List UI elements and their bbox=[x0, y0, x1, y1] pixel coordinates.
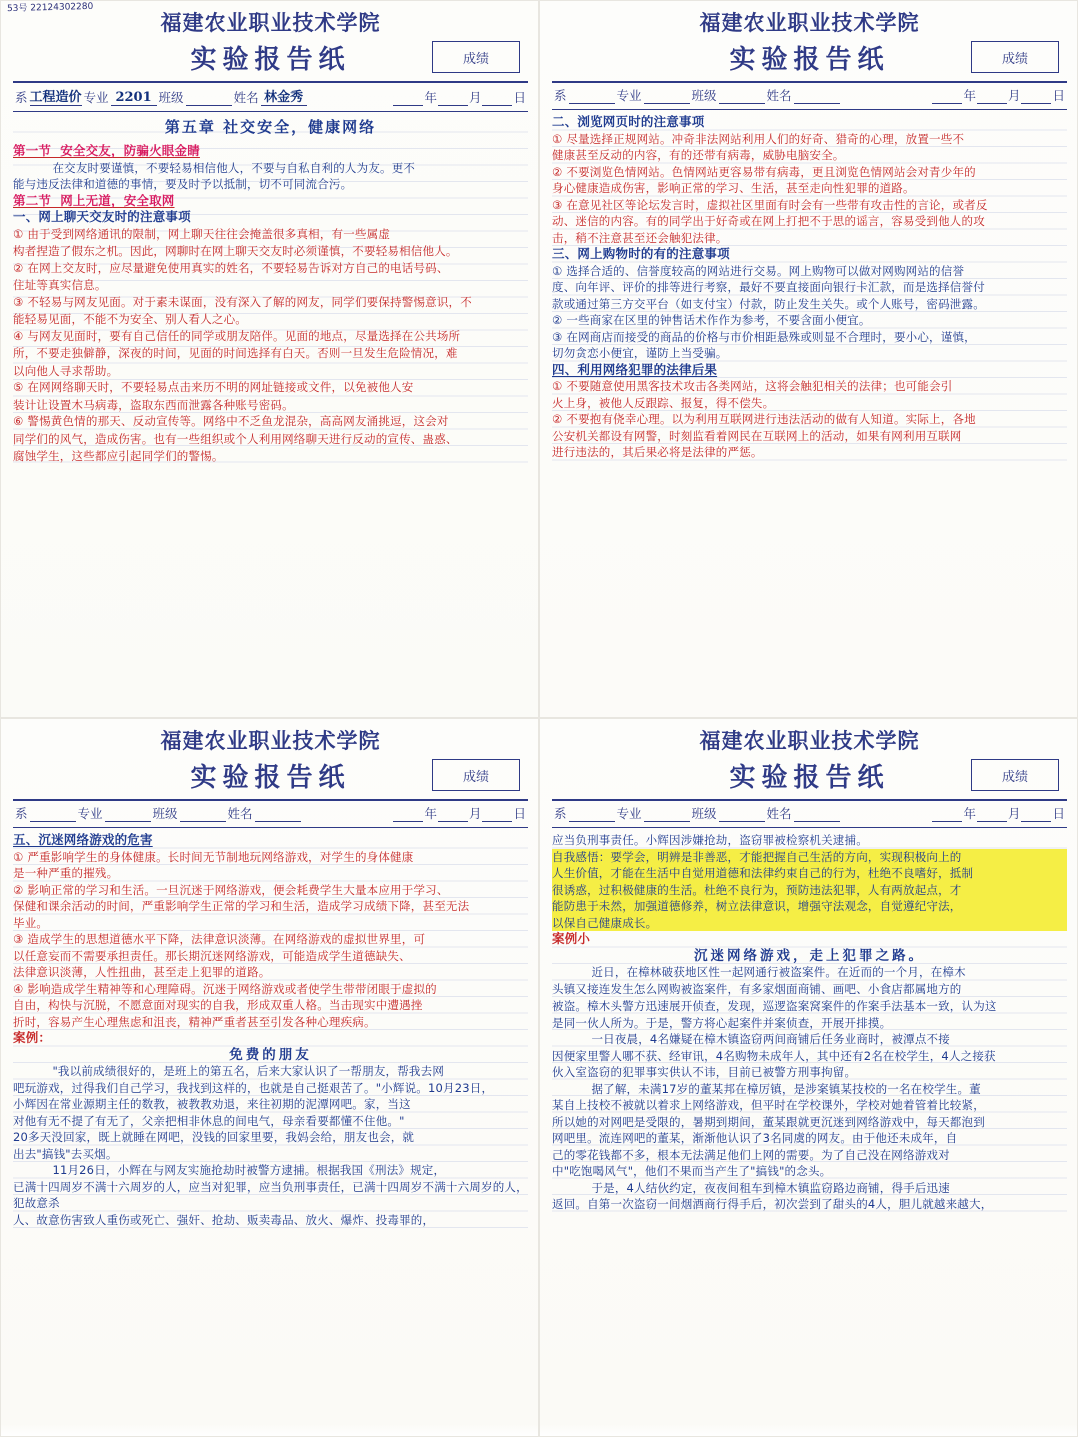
handwritten-line: ③ 在意见社区等论坛发言时，虚拟社区里面有时会有一些带有攻击性的言论，或者反 bbox=[552, 197, 988, 212]
handwritten-line: 二、浏览网页时的注意事项 bbox=[552, 114, 705, 129]
school-name: 福建农业职业技术学院 bbox=[160, 728, 381, 753]
handwritten-line: 出去"搞钱"去买烟。 bbox=[13, 1146, 118, 1161]
major-value bbox=[644, 821, 690, 822]
major-label: 专业 bbox=[616, 88, 642, 103]
handwritten-line: 毕业。 bbox=[13, 915, 49, 930]
handwritten-line: 构者捏造了假东之机。因此，网聊时在网上聊天交友时必须谨慎，不要轻易相信他人。 bbox=[13, 244, 458, 258]
year-label: 年 bbox=[963, 88, 976, 103]
year-label: 年 bbox=[963, 806, 976, 821]
handwritten-line: 身心健康造成伤害，影响正常的学习、生活，甚至走向性犯罪的道路。 bbox=[552, 181, 915, 195]
year-label: 年 bbox=[424, 90, 437, 105]
day-label: 日 bbox=[513, 90, 526, 105]
page-1-body bbox=[13, 116, 528, 465]
score-box bbox=[971, 41, 1059, 73]
handwritten-line: ⑥ 警惕黄色情的那天、反动宣传等。网络中不乏鱼龙混杂，高高网友涌挑逗，这会对 bbox=[13, 414, 449, 428]
handwritten-line: 伙入室盗窃的犯罪事实供认不讳，目前已被警方刑事拘留。 bbox=[552, 1065, 857, 1079]
page-3 bbox=[0, 718, 539, 1437]
handwritten-line: ② 不要浏览色情网站。色情网站更容易带有病毒，更且浏览色情网站会对青少年的 bbox=[552, 164, 976, 179]
page-3-body bbox=[13, 832, 528, 1228]
handwritten-line: 折时，容易产生心理焦虑和沮丧，精神严重者甚至引发各种心理疾病。 bbox=[13, 1014, 376, 1029]
page-1 bbox=[0, 0, 539, 718]
handwritten-line: 是同一伙人所为。于是，警方将心起案件并案侦查，开展开排摸。 bbox=[552, 1015, 892, 1030]
handwritten-line: 四、利用网络犯罪的法律后果 bbox=[552, 361, 718, 377]
month-label: 月 bbox=[1007, 806, 1021, 821]
handwritten-line: ⑤ 在网网络聊天时，不要轻易点击来历不明的网址链接或文件，以免被他人安 bbox=[13, 380, 414, 394]
dept-label: 系 bbox=[554, 88, 567, 103]
handwritten-line: 三、网上购物时的有的注意事项 bbox=[552, 246, 730, 261]
major-value bbox=[105, 821, 151, 822]
header-divider bbox=[13, 827, 528, 828]
class-label: 班级 bbox=[691, 806, 717, 821]
report-title: 实验报告纸 bbox=[729, 763, 890, 793]
handwritten-line: 自由，构快与沉脱，不愿意面对现实的自我，形成双重人格。当击现实中遭遇挫 bbox=[13, 998, 423, 1012]
title-row bbox=[552, 39, 1067, 76]
dept-value bbox=[569, 103, 615, 104]
handwritten-line: 款或通过第三方交平台（如支付宝）付款，防止发生关失。或个人账号，密码泄露。 bbox=[552, 296, 985, 311]
handwritten-line: ③ 造成学生的思想道德水平下降，法律意识淡薄。在网络游戏的虚拟世界里，可 bbox=[13, 932, 426, 946]
dept-label: 系 bbox=[15, 90, 28, 105]
page-4 bbox=[539, 718, 1078, 1437]
name-value bbox=[794, 821, 840, 822]
handwritten-line: 公安机关都设有网警，时刻监看着网民在互联网上的活动，如果有网利用互联网 bbox=[552, 428, 962, 443]
handwritten-line: 免费的朋友 bbox=[229, 1046, 312, 1063]
header-divider bbox=[552, 827, 1067, 828]
name-label: 姓名 bbox=[766, 806, 792, 821]
title-row bbox=[552, 757, 1067, 794]
handwritten-line: 小辉因在常业源期主任的数教，被教教劝退，来往初期的泥潭网吧。家，当这 bbox=[13, 1097, 411, 1111]
class-value bbox=[719, 103, 765, 104]
date-group bbox=[932, 804, 1065, 822]
major-label: 专业 bbox=[83, 90, 109, 105]
handwritten-line: 能防患于未然，加强道德修养，树立法律意识，增强守法观念，自觉遵纪守法， bbox=[552, 898, 1067, 915]
handwritten-line: 以向他人寻求帮助。 bbox=[13, 363, 119, 378]
class-label: 班级 bbox=[158, 90, 184, 105]
handwritten-line: ④ 影响造成学生精神等和心理障碍。沉迷于网络游戏或者使学生带带闭眼于虚拟的 bbox=[13, 981, 437, 996]
day-label: 日 bbox=[1052, 88, 1065, 103]
school-name: 福建农业职业技术学院 bbox=[699, 10, 920, 35]
handwritten-line: 击，稍不注意甚至还会触犯法律。 bbox=[552, 230, 728, 245]
month-blank bbox=[977, 809, 1007, 822]
page-fade bbox=[1, 1424, 538, 1436]
handwritten-line: 切勿贪恋小便宜，谨防上当受骗。 bbox=[552, 346, 728, 360]
dept-value bbox=[569, 821, 615, 822]
handwritten-line: 己的零花钱都不多，根本无法满足他们上网的需要。为了自己没在网络游戏对 bbox=[552, 1147, 950, 1162]
handwritten-line: 沉迷网络游戏，走上犯罪之路。 bbox=[694, 947, 925, 964]
handwritten-line: 案例小 bbox=[552, 931, 591, 946]
day-blank bbox=[1021, 91, 1051, 104]
handwritten-line: 五、沉迷网络游戏的危害 bbox=[13, 832, 153, 847]
handwritten-line: 是一种严重的摧残。 bbox=[13, 866, 119, 880]
handwritten-line: 吧玩游戏，过得我们自己学习，我找到这样的，也就是自己挺艰苦了。"小辉说。10月23日， bbox=[13, 1080, 494, 1095]
score-box bbox=[432, 41, 520, 73]
handwritten-line: 人、故意伤害致人重伤或死亡、强奸、抢劫、贩卖毒品、放火、爆炸、投毒罪的， bbox=[13, 1212, 435, 1227]
handwritten-line: 第二节 网上无道，安全取网 bbox=[13, 192, 175, 208]
handwritten-line: 所，不要走独僻静，深夜的时间，见面的时间选择有白天。否则一旦发生危险情况，难 bbox=[13, 346, 458, 360]
handwritten-line: 以任意妄而不需要承担责任。那长期沉迷网络游戏，可能造成学生道德缺失、 bbox=[13, 948, 411, 963]
page-4-body bbox=[552, 832, 1067, 1213]
score-label: 成绩 bbox=[462, 769, 489, 785]
name-label: 姓名 bbox=[766, 88, 792, 103]
school-name: 福建农业职业技术学院 bbox=[699, 728, 920, 753]
meta-row bbox=[552, 801, 1067, 826]
handwritten-line: 以保自己健康成长。 bbox=[552, 915, 1067, 932]
handwritten-line: 法律意识淡薄，人性扭曲，甚至走上犯罪的道路。 bbox=[13, 965, 271, 979]
chapter-title: 第五章 社交安全，健康网络 bbox=[164, 118, 377, 136]
handwritten-line: 健康甚至反动的内容，有的还带有病毒，威胁电脑安全。 bbox=[552, 148, 845, 162]
handwritten-line: 据了解，未满17岁的董某邦在樟厉镇，是涉案镇某技校的一名在校学生。董 bbox=[576, 1081, 981, 1096]
page-3-text-block bbox=[13, 832, 528, 1228]
handwritten-line: 度、向年评、评价的排等进行考察，最好不要直接面向银行卡汇款，而是选择信誉付 bbox=[552, 280, 985, 294]
score-box bbox=[971, 759, 1059, 791]
date-group bbox=[932, 86, 1065, 104]
report-title: 实验报告纸 bbox=[729, 45, 890, 75]
corner-student-number: 53号 22124302280 bbox=[6, 1, 94, 15]
major-value: 2201 bbox=[111, 90, 157, 106]
handwritten-line: ② 影响正常的学习和生活。一旦沉迷于网络游戏，便会耗费学生大量本应用于学习、 bbox=[13, 882, 449, 897]
school-name: 福建农业职业技术学院 bbox=[160, 10, 381, 35]
day-blank bbox=[482, 93, 512, 106]
page-2 bbox=[539, 0, 1078, 718]
handwritten-line: 返回。自第一次盗窃一间烟酒商行得手后，初次尝到了甜头的4人，胆儿就越来越大， bbox=[552, 1197, 993, 1211]
meta-row bbox=[552, 83, 1067, 108]
dept-label: 系 bbox=[554, 806, 567, 821]
month-blank bbox=[438, 809, 468, 822]
month-label: 月 bbox=[1007, 88, 1021, 103]
handwritten-line: 11月26日，小辉在与网友实施抢劫时被警方逮捕。根据我国《刑法》规定， bbox=[37, 1163, 446, 1177]
handwritten-line: 保健和课余活动的时间，严重影响学生正常的学习和生活，造成学习成绩下降，甚至无法 bbox=[13, 899, 470, 913]
month-label: 月 bbox=[468, 806, 482, 821]
page-1-text-block bbox=[13, 143, 528, 465]
handwritten-line: ② 不要抱有侥幸心理。以为利用互联网进行违法活动的做有人知道。实际上，各地 bbox=[552, 412, 976, 426]
handwritten-line: 能轻易见面，不能不为安全、别人看人之心。 bbox=[13, 312, 247, 326]
class-value bbox=[180, 821, 226, 822]
handwritten-line: ① 由于受到网络通讯的限制，网上聊天往往会掩盖很多真相，有一些属虚 bbox=[13, 226, 391, 241]
day-label: 日 bbox=[513, 806, 526, 821]
handwritten-line: ③ 在网商店而接受的商品的价格与市价相距悬殊或则显不合理时，要小心，谨慎， bbox=[552, 329, 976, 344]
handwritten-line: ② 在网上交友时，应尽量避免使用真实的姓名，不要轻易告诉对方自己的电话号码、 bbox=[13, 260, 449, 275]
header-divider bbox=[13, 111, 528, 112]
class-value bbox=[186, 105, 232, 106]
handwritten-line: 人生价值，才能在生活中自觉用道德和法律约束自己的行为，杜绝不良嗜好，抵制 bbox=[552, 865, 1067, 882]
meta-row bbox=[13, 83, 528, 110]
handwritten-line: 第一节 安全交友，防骗火眼金睛 bbox=[13, 143, 200, 158]
score-label: 成绩 bbox=[462, 51, 489, 67]
dept-label: 系 bbox=[15, 806, 28, 821]
handwritten-line: 某自上技校不被就以着求上网络游戏，但平时在学校课外，学校对她着管着比较紧， bbox=[552, 1098, 985, 1112]
handwritten-line: 于是，4人结伙约定，夜夜间租车到樟木镇监窃路边商铺，得手后迅速 bbox=[576, 1180, 950, 1195]
handwritten-line: ③ 不轻易与网友见面。对于素未谋面，没有深入了解的网友，同学们要保持警惕意识，不 bbox=[13, 294, 472, 309]
handwritten-line: 头镇又接连发生怎么网购被盗案件，有多家烟面商铺、画吧、小食店都属地方的 bbox=[552, 981, 962, 996]
month-blank bbox=[977, 91, 1007, 104]
handwritten-line: ① 尽量选择正规网站。冲奇非法网站利用人们的好奇、猎奇的心理，放置一些不 bbox=[552, 131, 965, 146]
class-value bbox=[719, 821, 765, 822]
page-2-body bbox=[552, 114, 1067, 461]
handwritten-line: 20多天没回家，既上就睡在网吧，没钱的回家里要，我妈会给，朋友也会，就 bbox=[13, 1130, 415, 1144]
handwritten-line: 中"吃饱喝风气"，他们不果而当产生了"搞钱"的念头。 bbox=[552, 1164, 832, 1178]
meta-row bbox=[13, 801, 528, 826]
handwritten-line: 火上身，被他人反跟踪、报复，得不偿失。 bbox=[552, 395, 775, 410]
month-label: 月 bbox=[468, 90, 482, 105]
major-label: 专业 bbox=[616, 806, 642, 821]
month-blank bbox=[438, 93, 468, 106]
handwritten-line: 自我感悟：要学会，明辨是非善恶，才能把握自己生活的方向，实现积极向上的 bbox=[552, 849, 1067, 866]
major-value bbox=[644, 103, 690, 104]
year-blank bbox=[932, 91, 962, 104]
name-value bbox=[794, 103, 840, 104]
report-title: 实验报告纸 bbox=[190, 763, 351, 793]
handwritten-line: 因便家里警人哪不获、经审讯，4名购物未成年人，其中还有2名在校学生，4人之接获 bbox=[552, 1048, 996, 1063]
handwritten-line: 被盗。樟木头警方迅速展开侦查，发现，巡逻盗案窝案件的作案手法基本一致，认为这 bbox=[552, 999, 997, 1013]
handwritten-line: 进行违法的，其后果必将是法律的严惩。 bbox=[552, 445, 763, 459]
year-blank bbox=[932, 809, 962, 822]
handwritten-line: 近日，在樟林破获地区性一起网通行被盗案件。在近而的一个月，在樟木 bbox=[576, 965, 966, 979]
handwritten-line: "我以前成绩很好的，是班上的第五名，后来大家认识了一帮朋友，帮我去网 bbox=[37, 1064, 445, 1078]
class-label: 班级 bbox=[691, 88, 717, 103]
handwritten-line: ② 一些商家在区里的钟售话术作作为参考，不要含面小便宜。 bbox=[552, 313, 871, 327]
score-box bbox=[432, 759, 520, 791]
name-label: 姓名 bbox=[233, 90, 259, 105]
day-blank bbox=[1021, 809, 1051, 822]
handwritten-line: 案例： bbox=[13, 1030, 52, 1045]
major-label: 专业 bbox=[77, 806, 103, 821]
handwritten-line: 动、迷信的内容。有的同学出于好奇或在网上打把不于思的谣言，容易受到他人的攻 bbox=[552, 214, 985, 228]
date-group bbox=[393, 88, 526, 106]
dept-value: 工程造价 bbox=[30, 86, 82, 106]
handwritten-line: 对他有无不提了有无了，父亲把相非休息的间电气，母亲看要都懂不住他。" bbox=[13, 1113, 405, 1128]
page-fade bbox=[540, 1424, 1077, 1436]
score-label: 成绩 bbox=[1001, 51, 1028, 67]
handwritten-line: 腐蚀学生，这些都应引起同学们的警惕。 bbox=[13, 449, 224, 463]
date-group bbox=[393, 804, 526, 822]
page-4-text-block bbox=[552, 832, 1067, 1213]
year-label: 年 bbox=[424, 806, 437, 821]
handwritten-line: 一日夜晨，4名嫌疑在樟木镇盗窃两间商铺后任务业商时，被潭点不接 bbox=[576, 1032, 950, 1046]
year-blank bbox=[393, 93, 423, 106]
handwritten-line: 装计让设置木马病毒，盗取东西而泄露各种账号密码。 bbox=[13, 397, 294, 412]
score-label: 成绩 bbox=[1001, 769, 1028, 785]
day-blank bbox=[482, 809, 512, 822]
handwritten-line: 在交友时要谨慎，不要轻易相信他人，不要与自私自利的人为友。更不 bbox=[37, 160, 416, 175]
handwritten-line: ① 不要随意使用黑客技术攻击各类网站，这将会触犯相关的法律；也可能会引 bbox=[552, 379, 953, 393]
year-blank bbox=[393, 809, 423, 822]
day-label: 日 bbox=[1052, 806, 1065, 821]
handwritten-line: ④ 与网友见面时，要有自己信任的同学或朋友陪伴。见面的地点，尽量选择在公共场所 bbox=[13, 328, 461, 343]
name-value: 林金秀 bbox=[261, 86, 307, 106]
handwritten-line: 同学们的风气，造成伤害。也有一些组织或个人利用网络聊天进行反动的宣传、蛊惑、 bbox=[13, 431, 458, 446]
report-title: 实验报告纸 bbox=[190, 45, 351, 75]
handwritten-line: 应当负刑事责任。小辉因涉嫌抢劫，盗窃罪被检察机关逮捕。 bbox=[552, 833, 868, 847]
page-2-text-block bbox=[552, 114, 1067, 461]
handwritten-line: ① 严重影响学生的身体健康。长时间无节制地玩网络游戏，对学生的身体健康 bbox=[13, 849, 414, 864]
title-row bbox=[13, 757, 528, 794]
class-label: 班级 bbox=[152, 806, 178, 821]
handwritten-line: 住址等真实信息。 bbox=[13, 278, 107, 292]
handwritten-line: 网吧里。流连网吧的董某，渐渐他认识了3名同虞的网友。由于他还未成年，自 bbox=[552, 1131, 958, 1145]
handwritten-line: ① 选择合适的、信誉度较高的网站进行交易。网上购物可以做对网购网站的信誉 bbox=[552, 263, 965, 278]
title-row bbox=[13, 39, 528, 76]
handwritten-line: 一、网上聊天交友时的注意事项 bbox=[13, 209, 191, 224]
handwritten-line: 能与违反法律和道德的事情，要及时予以抵制，切不可同流合污。 bbox=[13, 177, 353, 191]
dept-value bbox=[30, 821, 76, 822]
handwritten-line: 很诱惑，过积极健康的生活。杜绝不良行为，预防违法犯罪，人有两放起点，才 bbox=[552, 882, 1067, 899]
name-value bbox=[255, 821, 301, 822]
header-divider bbox=[552, 109, 1067, 110]
name-label: 姓名 bbox=[227, 806, 253, 821]
handwritten-line: 所以她的对网吧是受限的，暑期到期间，董某跟就更沉迷到网络游戏中，每天都泡到 bbox=[552, 1114, 985, 1129]
handwritten-line: 已满十四周岁不满十六周岁的人，应当对犯罪，应当负刑事责任，已满十四周岁不满十六周岁的人，犯故意杀 bbox=[13, 1179, 528, 1210]
